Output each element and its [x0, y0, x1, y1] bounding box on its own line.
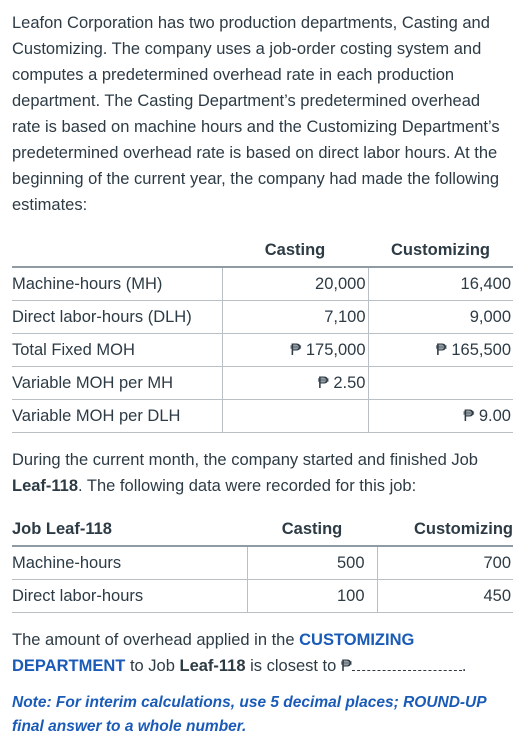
- customizing-value: 9,000: [368, 301, 513, 334]
- casting-value: ₱ 2.50: [222, 367, 368, 400]
- casting-value: 500: [247, 546, 377, 580]
- job-text-pre: During the current month, the company started and finished Job: [12, 451, 478, 469]
- customizing-value: ₱ 165,500: [368, 334, 513, 367]
- row-label: Direct labor-hours (DLH): [12, 301, 222, 334]
- row-label: Variable MOH per MH: [12, 367, 222, 400]
- casting-value: 7,100: [222, 301, 368, 334]
- job-header-customizing: Customizing: [377, 513, 513, 546]
- row-label: Machine-hours: [12, 546, 247, 580]
- job-id: Leaf-118: [12, 477, 79, 495]
- question-job-id: Leaf-118: [179, 657, 246, 675]
- customizing-value: 700: [377, 546, 513, 580]
- customizing-value: ₱ 9.00: [368, 400, 513, 433]
- answer-blank: [352, 656, 462, 671]
- estimates-header-row: [12, 234, 513, 267]
- estimates-header-blank: [12, 234, 222, 267]
- job-text-post: . The following data were recorded for this job:: [78, 477, 417, 495]
- row-label: Total Fixed MOH: [12, 334, 222, 367]
- casting-value: 100: [247, 580, 377, 613]
- job-paragraph: [12, 447, 513, 499]
- note-text: Note: For interim calculations, use 5 decimal places; ROUND-UP final answer to a whole number.: [12, 694, 487, 735]
- question-text-1: The amount of overhead applied in the: [12, 631, 300, 649]
- customizing-value: 16,400: [368, 267, 513, 301]
- table-row: [12, 301, 513, 334]
- department-highlight: CUSTOMIZING DEPARTMENT: [12, 631, 415, 675]
- job-table: [12, 513, 513, 613]
- question-paragraph: [12, 627, 513, 679]
- table-row: [12, 400, 513, 433]
- estimates-table: [12, 234, 513, 433]
- job-header-casting: Casting: [247, 513, 377, 546]
- table-row: [12, 334, 513, 367]
- table-row: [12, 580, 513, 613]
- casting-value: ₱ 175,000: [222, 334, 368, 367]
- job-header-row: [12, 513, 513, 546]
- table-row: [12, 367, 513, 400]
- customizing-value: [368, 367, 513, 400]
- question-text-3: is closest to ₱: [245, 657, 352, 675]
- intro-paragraph: Leafon Corporation has two production departments, Casting and Customizing. The company uses a job-order costing system and computes a predetermined overhead rate in each production department. The Casting Department’s predetermined overhead rate is based on machine hours and the Customizing Department’s predetermined overhead rate is based on direct labor hours. At the beginning of the current year, the company had made the following estimates:: [12, 14, 500, 214]
- table-row: [12, 546, 513, 580]
- row-label: Variable MOH per DLH: [12, 400, 222, 433]
- casting-value: 20,000: [222, 267, 368, 301]
- customizing-value: 450: [377, 580, 513, 613]
- estimates-header-casting: Casting: [222, 234, 368, 267]
- casting-value: [222, 400, 368, 433]
- estimates-header-customizing: Customizing: [368, 234, 513, 267]
- row-label: Machine-hours (MH): [12, 267, 222, 301]
- table-row: [12, 267, 513, 301]
- question-end: .: [461, 657, 467, 675]
- question-text-2: to Job: [125, 657, 180, 675]
- job-header-title: Job Leaf-118: [12, 513, 247, 546]
- row-label: Direct labor-hours: [12, 580, 247, 613]
